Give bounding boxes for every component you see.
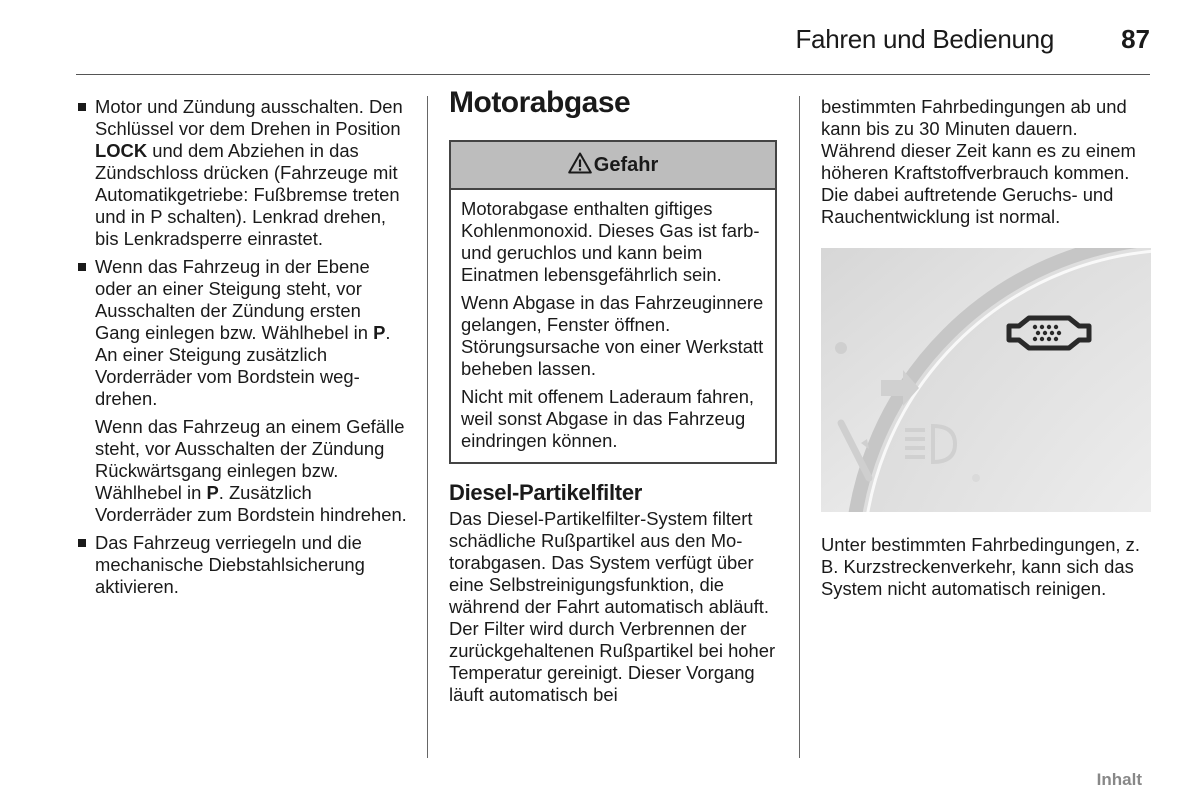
bullet-square-icon (78, 103, 86, 111)
column-divider-right (799, 96, 800, 758)
list-sub-paragraph: Wenn das Fahrzeug an einem Gefälle steht, vor Ausschalten der Zündung Rückwärtsgang einlegen bzw. Wählhebel in P. Zusätzlich Vorderräder zum Bordstein hindrehen. (95, 416, 407, 525)
body-paragraph: bestimmten Fahrbedingungen ab und kann bis zu 30 Minuten dauern. Während dieser Zeit kann es zu einem höheren Kraftstoffverbrauch kommen. Die dabei auftretende Geruchs- und Rauchentwicklung ist normal. (821, 96, 1136, 227)
right-column (821, 96, 1153, 608)
instrument-cluster-illustration (821, 248, 1151, 512)
body-paragraph: Das Diesel-Partikelfilter-System filtert schädliche Rußpartikel aus den Motorabgasen. Das System verfügt über eine Selbstreinigungsfunktion, die während der Fahrt automatisch abläuft. Der Filter wird durch Verbrennen der zurückgehaltenen Rußpartikel bei hoher Temperatur gereinigt. Dieser Vorgang läuft automatisch bei (449, 508, 776, 705)
header-divider (76, 74, 1150, 75)
contents-link[interactable]: Inhalt (1096, 770, 1142, 789)
bullet-square-icon (78, 263, 86, 271)
instruction-list (76, 96, 408, 410)
body-paragraph: Unter bestimmten Fahrbedingungen, z. B. Kurzstreckenverkehr, kann sich das System nicht automatisch reinigen. (821, 534, 1140, 599)
danger-paragraph: Nicht mit offenem Laderaum fahren, weil sonst Abgase in das Fahrzeug eindringen können. (461, 386, 755, 451)
danger-paragraph: Wenn Abgase in das Fahrzeuginnere gelangen, Fenster öffnen. Störungsursache von einer Werkstatt beheben lassen. (461, 292, 764, 379)
list-item: Das Fahrzeug verriegeln und die mechanische Diebstahlsicherung aktivieren. (76, 532, 408, 598)
danger-body (451, 190, 775, 462)
subsection-heading: Diesel-Partikelfilter (449, 480, 643, 505)
warning-triangle-icon (568, 152, 592, 179)
key-term-p: P (373, 322, 386, 343)
column-divider-left (427, 96, 428, 758)
key-term-lock: LOCK (95, 140, 148, 161)
page-number: 87 (1121, 24, 1150, 54)
left-column (76, 96, 408, 604)
middle-column (449, 86, 779, 714)
danger-label: Gefahr (593, 154, 659, 176)
page-header-title: Fahren und Bedienung (795, 24, 1054, 54)
section-heading: Motorabgase (449, 86, 631, 119)
key-term-p: P (206, 482, 219, 503)
bullet-square-icon (78, 539, 86, 547)
danger-paragraph: Motorabgase enthalten giftiges Kohlenmonoxid. Dieses Gas ist farb- und geruchlos und kann beim Einatmen lebensgefährlich sein. (461, 198, 760, 285)
list-item: Wenn das Fahrzeug in der Ebene oder an einer Steigung steht, vor Ausschalten der Zündung ersten Gang einlegen bzw. Wählhebel in P. An einer Steigung zusätzlich Vorderräder vom Bordstein wegdrehen. (76, 256, 408, 410)
danger-warning-box (449, 140, 777, 464)
list-item: Motor und Zündung ausschalten. Den Schlüssel vor dem Drehen in Position LOCK und dem Abziehen in das Zündschloss drücken (Fahrzeuge mit Automatikgetriebe: Fußbremse treten und in P schalten). Lenkrad drehen, bis Lenkradsperre einrastet. (76, 96, 408, 250)
danger-header (451, 142, 775, 190)
